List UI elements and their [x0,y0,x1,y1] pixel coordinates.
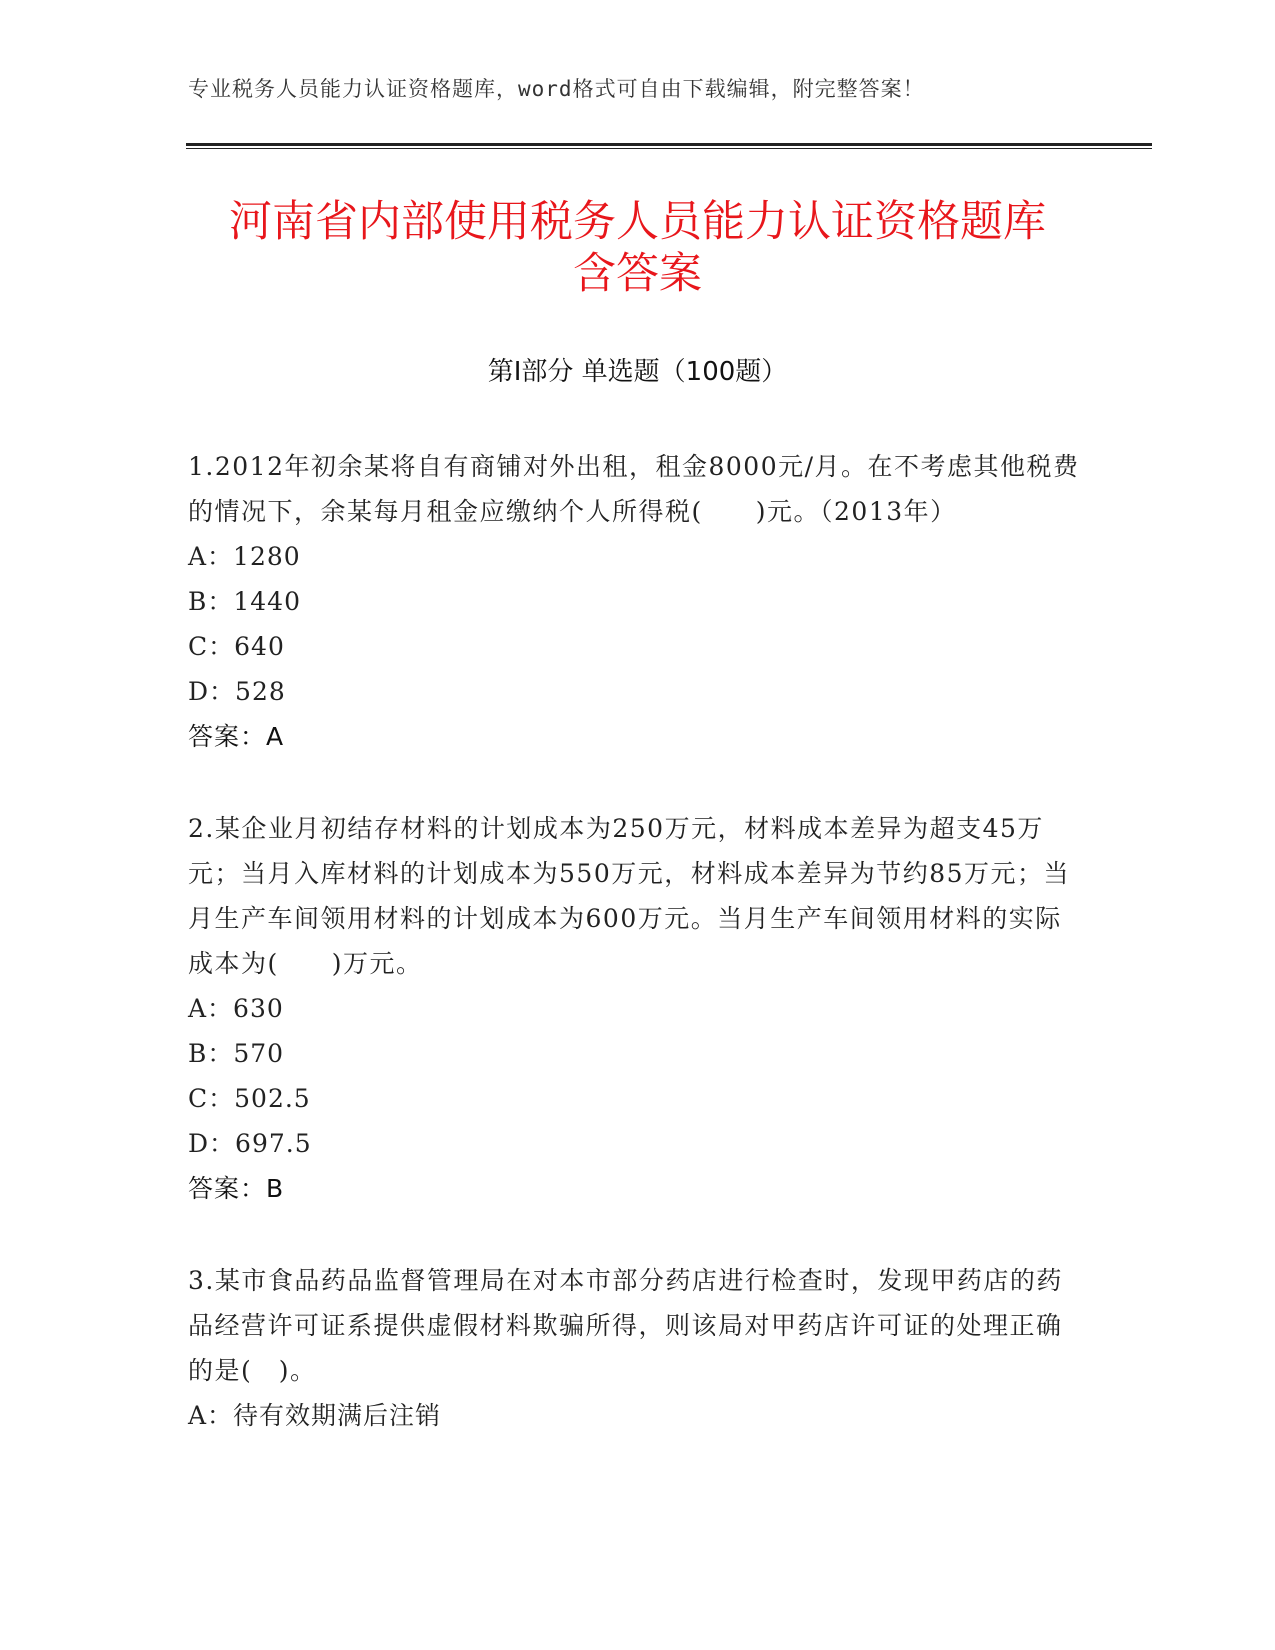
document-title-line-1: 河南省内部使用税务人员能力认证资格题库 [229,197,1046,247]
question-stem: 1.2012年初余某将自有商铺对外出租，租金8000元/月。在不考虑其他税费的情况下，余某每月租金应缴纳个人所得税( )元。（2013年） [188,452,1080,526]
option-b: B：570 [188,1039,285,1068]
question-item-1 [188,444,1088,759]
option-a: A：待有效期满后注销 [188,1401,442,1430]
page-header-text: 专业税务人员能力认证资格题库，word格式可自由下载编辑，附完整答案！ [188,77,925,101]
option-d: D：697.5 [188,1129,312,1158]
question-stem: 2.某企业月初结存材料的计划成本为250万元，材料成本差异为超支45万元；当月入库材料的计划成本为550万元，材料成本差异为节约85万元；当月生产车间领用材料的计划成本为600万元。当月生产车间领用材料的实际成本为( )万元。 [188,814,1071,978]
question-item-2 [188,806,1088,1211]
option-a: A：1280 [188,542,301,571]
option-d: D：528 [188,677,286,706]
option-a: A：630 [188,994,284,1023]
question-list [188,444,1088,1485]
option-c: C：502.5 [188,1084,311,1113]
answer-label: 答案：A [188,722,285,751]
document-title [100,196,1175,300]
answer-label: 答案：B [188,1174,285,1203]
question-stem: 3.某市食品药品监督管理局在对本市部分药店进行检查时，发现甲药店的药品经营许可证系提供虚假材料欺骗所得，则该局对甲药店许可证的处理正确的是( )。 [188,1266,1063,1385]
question-item-3 [188,1258,1088,1438]
option-c: C：640 [188,632,285,661]
document-title-line-2: 含答案 [573,249,702,299]
section-heading: 第Ⅰ部分 单选题（100题） [487,357,788,387]
option-b: B：1440 [188,587,301,616]
header-divider [186,143,1152,149]
